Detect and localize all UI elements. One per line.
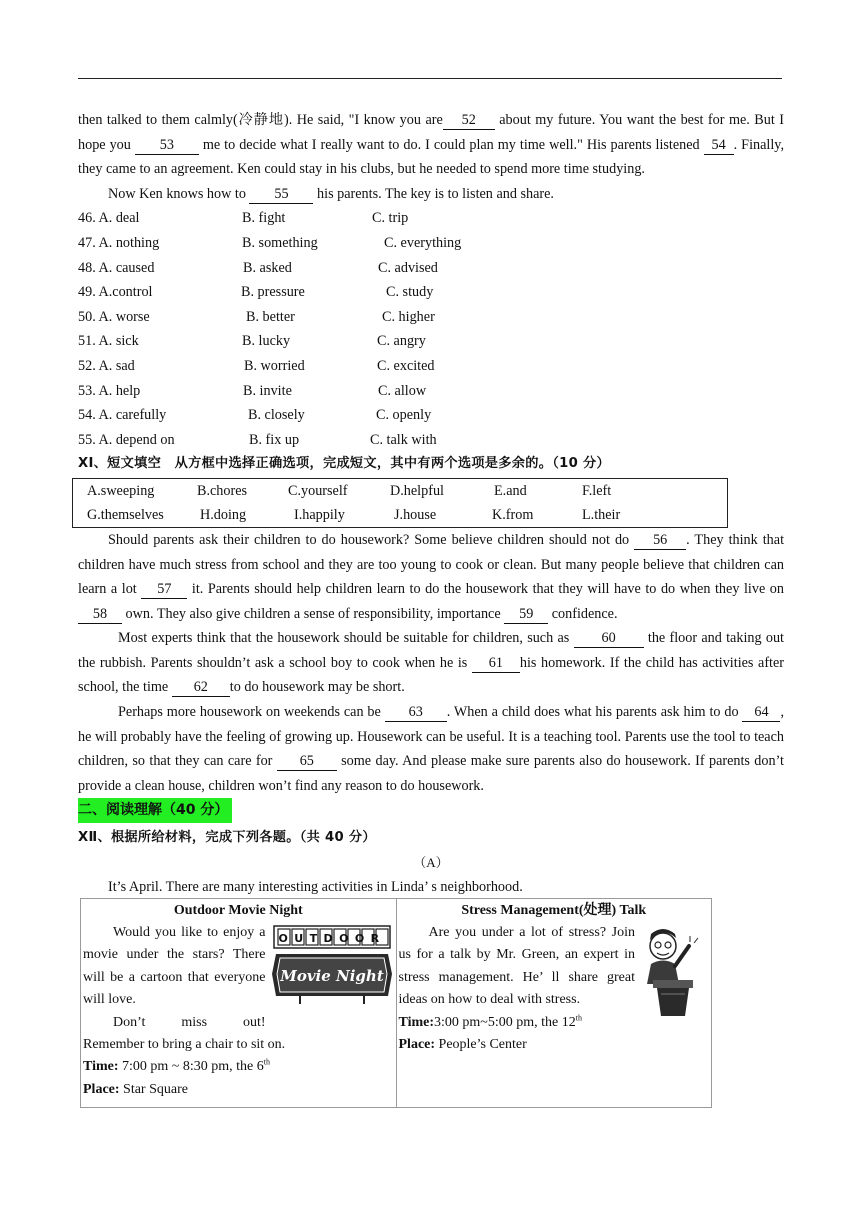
movie-night-place: Place: Star Square [83, 1081, 188, 1097]
page-content [78, 108, 784, 1108]
movie-night-cell [81, 898, 397, 1108]
option-row: 50. A. worse B. better C. higher [78, 308, 435, 325]
choice-item: J.house [394, 506, 437, 523]
option-row: 51. A. sick B. lucky C. angry [78, 333, 426, 350]
movie-sign-illustration [270, 924, 394, 1014]
choice-item: L.their [582, 506, 621, 523]
blank-59: 59 [504, 606, 548, 624]
blank-54: 54 [704, 137, 734, 155]
choice-item: C.yourself [288, 482, 348, 499]
option-row: 49. A.control B. pressure C. study [78, 284, 434, 301]
header-rule [78, 78, 782, 79]
movie-night-title: Outdoor Movie Night [173, 902, 303, 918]
blank-57: 57 [141, 581, 187, 599]
movie-night-reminder: Don’t miss out! Remember to bring a chair to sit on. [83, 1014, 286, 1053]
choice-item: G.themselves [87, 506, 164, 523]
option-row: 47. A. nothing B. something C. everything [78, 234, 462, 251]
stress-talk-title: Stress Management(处理) Talk [461, 902, 647, 918]
choice-item: K.from [492, 506, 534, 523]
word-choice-box [72, 478, 728, 528]
blank-52: 52 [443, 112, 495, 130]
blank-61: 61 [472, 655, 520, 673]
reading-intro: It’s April. There are many interesting activities in Linda’ s neighborhood. [108, 878, 523, 895]
blank-56: 56 [634, 532, 686, 550]
blank-64: 64 [742, 704, 780, 722]
choice-row [87, 479, 727, 503]
section-heading: ⅩⅠ、短文填空 从方框中选择正确选项，完成短文，其中有两个选项是多余的。（10 分） [78, 456, 610, 472]
activities-table [80, 898, 712, 1109]
passage-paragraph: then talked to them calmly(冷静地). He said, "I know you are 52 about my future. You want the best for me. But I hope you 53 me to decide what I really want to do. I could plan my time well." His parents listened 54 . Finally, they came to an agreement. Ken could stay in his clubs, but he needed to spend more time studying. [78, 112, 785, 178]
speaker-illustration [639, 924, 709, 1026]
choice-item: H.doing [200, 506, 247, 523]
blank-65: 65 [277, 753, 337, 771]
passage-paragraph: Now Ken knows how to 55 his parents. The key is to listen and share. [108, 185, 554, 202]
stress-talk-time: Time:3:00 pm~5:00 pm, the 12th [398, 1013, 582, 1030]
section-heading: ⅩⅡ、根据所给材料，完成下列各题。（共 40 分） [78, 830, 376, 846]
movie-night-time: Time: 7:00 pm ~ 8:30 pm, the 6th [83, 1057, 270, 1075]
blank-58: 58 [78, 606, 122, 624]
part-heading: 二、阅读理解（40 分） [78, 798, 232, 823]
blank-60: 60 [574, 630, 644, 648]
svg-text:Movie Night: Movie Night [279, 967, 384, 986]
option-row: 46. A. deal B. fight C. trip [78, 210, 409, 227]
stress-talk-place: Place: People’s Center [398, 1037, 527, 1053]
blank-53: 53 [135, 137, 199, 155]
part-heading-line [78, 798, 784, 822]
choice-item: E.and [494, 482, 527, 499]
option-list [78, 206, 784, 452]
choice-item: D.helpful [390, 482, 444, 499]
blank-55: 55 [249, 186, 313, 204]
passage-paragraph: Perhaps more housework on weekends can be 63 . When a child does what his parents ask him to do 64 , he will probably have the feeling of growing up. Housework can be useful. It is a teaching tool. Parents use the tool to teach children, so that they can care for 65 some day. And please make sure parents also do housework. If parents don’t provide a clean house, children won’t find any reason to do housework. [78, 704, 785, 794]
stress-talk-cell [396, 898, 712, 1108]
choice-item: A.sweeping [87, 482, 155, 499]
choice-item: B.chores [197, 482, 248, 499]
option-row: 53. A. help B. invite C. allow [78, 382, 427, 399]
choice-item: F.left [582, 482, 612, 499]
blank-62: 62 [172, 679, 230, 697]
option-row: 54. A. carefully B. closely C. openly [78, 407, 432, 424]
passage-label: （A） [413, 855, 449, 871]
option-row: 55. A. depend on B. fix up C. talk with [78, 431, 437, 448]
stress-talk-description: Are you under a lot of stress? Join us for a talk by Mr. Green, an expert in stress management. He’ ll share great ideas on how to deal with stress. [398, 925, 635, 1008]
movie-night-description: Would you like to enjoy a movie under the stars? There will be a cartoon that everyone will love. [83, 925, 266, 1008]
passage-paragraph: Most experts think that the housework should be suitable for children, such as 60 the floor and taking out the rubbish. Parents shouldn’t ask a school boy to cook when he is 61 his homework. If the child has activities after school, the time 62 to do housework may be short. [78, 630, 785, 696]
choice-row [87, 503, 727, 527]
passage-paragraph: Should parents ask their children to do housework? Some believe children should not do 56 . They think that children have much stress from school and they are too young to cook or clean. But many people believe that children can learn a lot 57 it. Parents should help children learn to do the housework that they will have to do when they live on 58 own. They also give children a sense of responsibility, importance 59 confidence. [78, 531, 785, 622]
svg-text:OUTDOOR: OUTDOOR [278, 932, 385, 946]
option-row: 52. A. sad B. worried C. excited [78, 357, 435, 374]
blank-63: 63 [385, 704, 447, 722]
choice-item: I.happily [294, 506, 345, 523]
option-row: 48. A. caused B. asked C. advised [78, 259, 438, 276]
